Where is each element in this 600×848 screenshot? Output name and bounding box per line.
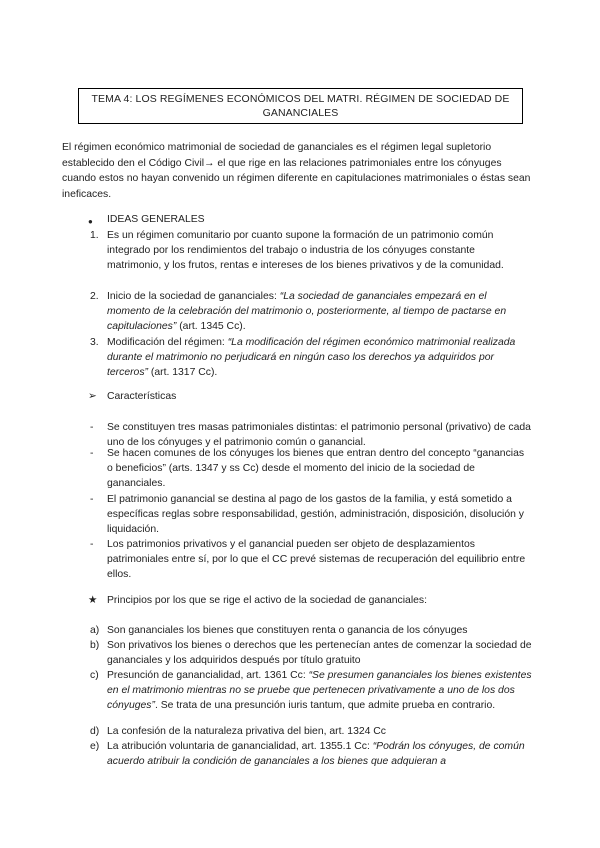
arrowhead-bullet-icon: ➢ <box>88 391 97 402</box>
dash-bullet: - <box>90 422 94 433</box>
item-text: Presunción de ganancialidad, art. 1361 Cc: “Se presumen gananciales los bienes existentes en el matrimonio mientras no se pruebe que pertenecen privativamente a uno de los dos cónyuges”. Se trata de una presunción iuris tantum, que admite prueba en contrario. <box>107 670 532 711</box>
item-number: 1. <box>90 230 99 241</box>
item-letter: c) <box>90 670 99 681</box>
item-letter: b) <box>90 640 100 651</box>
dash-bullet: - <box>90 448 94 459</box>
item-text: Es un régimen comunitario por cuanto supone la formación de un patrimonio común integrado por los rendimientos del trabajo o industria de los cónyuges constante matrimonio, y los frutos, rentas e intereses de los bienes privativos y de la comunidad. <box>107 230 504 271</box>
item-letter: e) <box>90 741 100 752</box>
item-text: Inicio de la sociedad de gananciales: “La sociedad de gananciales empezará en el momento de la celebración del matrimonio o, posteriormente, al tiempo de pactarse en capitulaciones” (art. 1345 Cc). <box>107 291 507 332</box>
item-letter: a) <box>90 625 100 636</box>
arrow-icon: → <box>204 157 215 169</box>
item-letter: d) <box>90 726 100 737</box>
item-text: Se hacen comunes de los cónyuges los bienes que entran dentro del concepto “ganancias o beneficios” (arts. 1347 y ss Cc) desde el momento del inicio de la sociedad de gananciales. <box>107 448 525 489</box>
ideas-heading: IDEAS GENERALES <box>107 214 205 225</box>
intro-paragraph <box>62 140 532 202</box>
quote-text: “La modificación del régimen económico matrimonial realizada durante el matrimonio no perjudicará en ningún caso los derechos ya adquiridos por terceros” <box>107 337 516 378</box>
document-title: TEMA 4: LOS REGÍMENES ECONÓMICOS DEL MATRI. RÉGIMEN DE SOCIEDAD DE GANANCIALES <box>91 93 510 119</box>
item-number: 2. <box>90 291 99 302</box>
intro-text-1: El régimen económico matrimonial de sociedad de gananciales es el régimen legal supletorio establecido den el Código Civil <box>62 142 492 169</box>
caracteristicas-heading: Características <box>107 391 177 402</box>
item-text: Son privativos los bienes o derechos que les pertenecían antes de comenzar la sociedad de gananciales y los adquiridos después por título gratuito <box>107 640 532 666</box>
item-text: La confesión de la naturaleza privativa del bien, art. 1324 Cc <box>107 726 386 737</box>
item-text: Modificación del régimen: “La modificación del régimen económico matrimonial realizada durante el matrimonio no perjudicará en ningún caso los derechos ya adquiridos por terceros” (art. 1317 Cc). <box>107 337 516 378</box>
quote-text: “Se presumen gananciales los bienes existentes en el matrimonio mientras no se pruebe que pertenecen privativamente a uno de los dos cónyuges” <box>107 670 532 711</box>
principios-heading: Principios por los que se rige el activo de la sociedad de gananciales: <box>107 595 427 606</box>
item-text: Los patrimonios privativos y el ganancial pueden ser objeto de desplazamientos patrimoniales entre sí, por lo que el CC prevé sistemas de recuperación del equilibrio entre ellos. <box>107 539 526 580</box>
quote-text: “La sociedad de gananciales empezará en el momento de la celebración del matrimonio o, posteriormente, al tiempo de pactarse en capitulaciones” <box>107 291 507 332</box>
star-icon: ★ <box>88 595 98 606</box>
quote-text: “Podrán los cónyuges, de común acuerdo atribuir la condición de gananciales a los bienes que adquieran a <box>107 741 525 767</box>
item-text: La atribución voluntaria de ganancialidad, art. 1355.1 Cc: “Podrán los cónyuges, de común acuerdo atribuir la condición de gananciales a los bienes que adquieran a <box>107 741 525 767</box>
dash-bullet: - <box>90 494 94 505</box>
item-number: 3. <box>90 337 99 348</box>
intro-text-2: el que rige en las relaciones patrimoniales entre los cónyuges cuando estos no hayan convenido un régimen diferente en capitulaciones matrimoniales o éstas sean ineficaces. <box>62 157 531 200</box>
item-text: El patrimonio ganancial se destina al pago de los gastos de la familia, y está sometido a específicas reglas sobre responsabilidad, gestión, administración, disposición, disolución y liquidación. <box>107 494 525 535</box>
item-text: Se constituyen tres masas patrimoniales distintas: el patrimonio personal (privativo) de cada uno de los cónyuges y el patrimonio común o ganancial. <box>107 422 531 448</box>
document-title-box <box>78 88 523 124</box>
item-text: Son gananciales los bienes que constituyen renta o ganancia de los cónyuges <box>107 625 468 636</box>
dash-bullet: - <box>90 539 94 550</box>
bullet-dot-icon: ● <box>88 217 93 226</box>
